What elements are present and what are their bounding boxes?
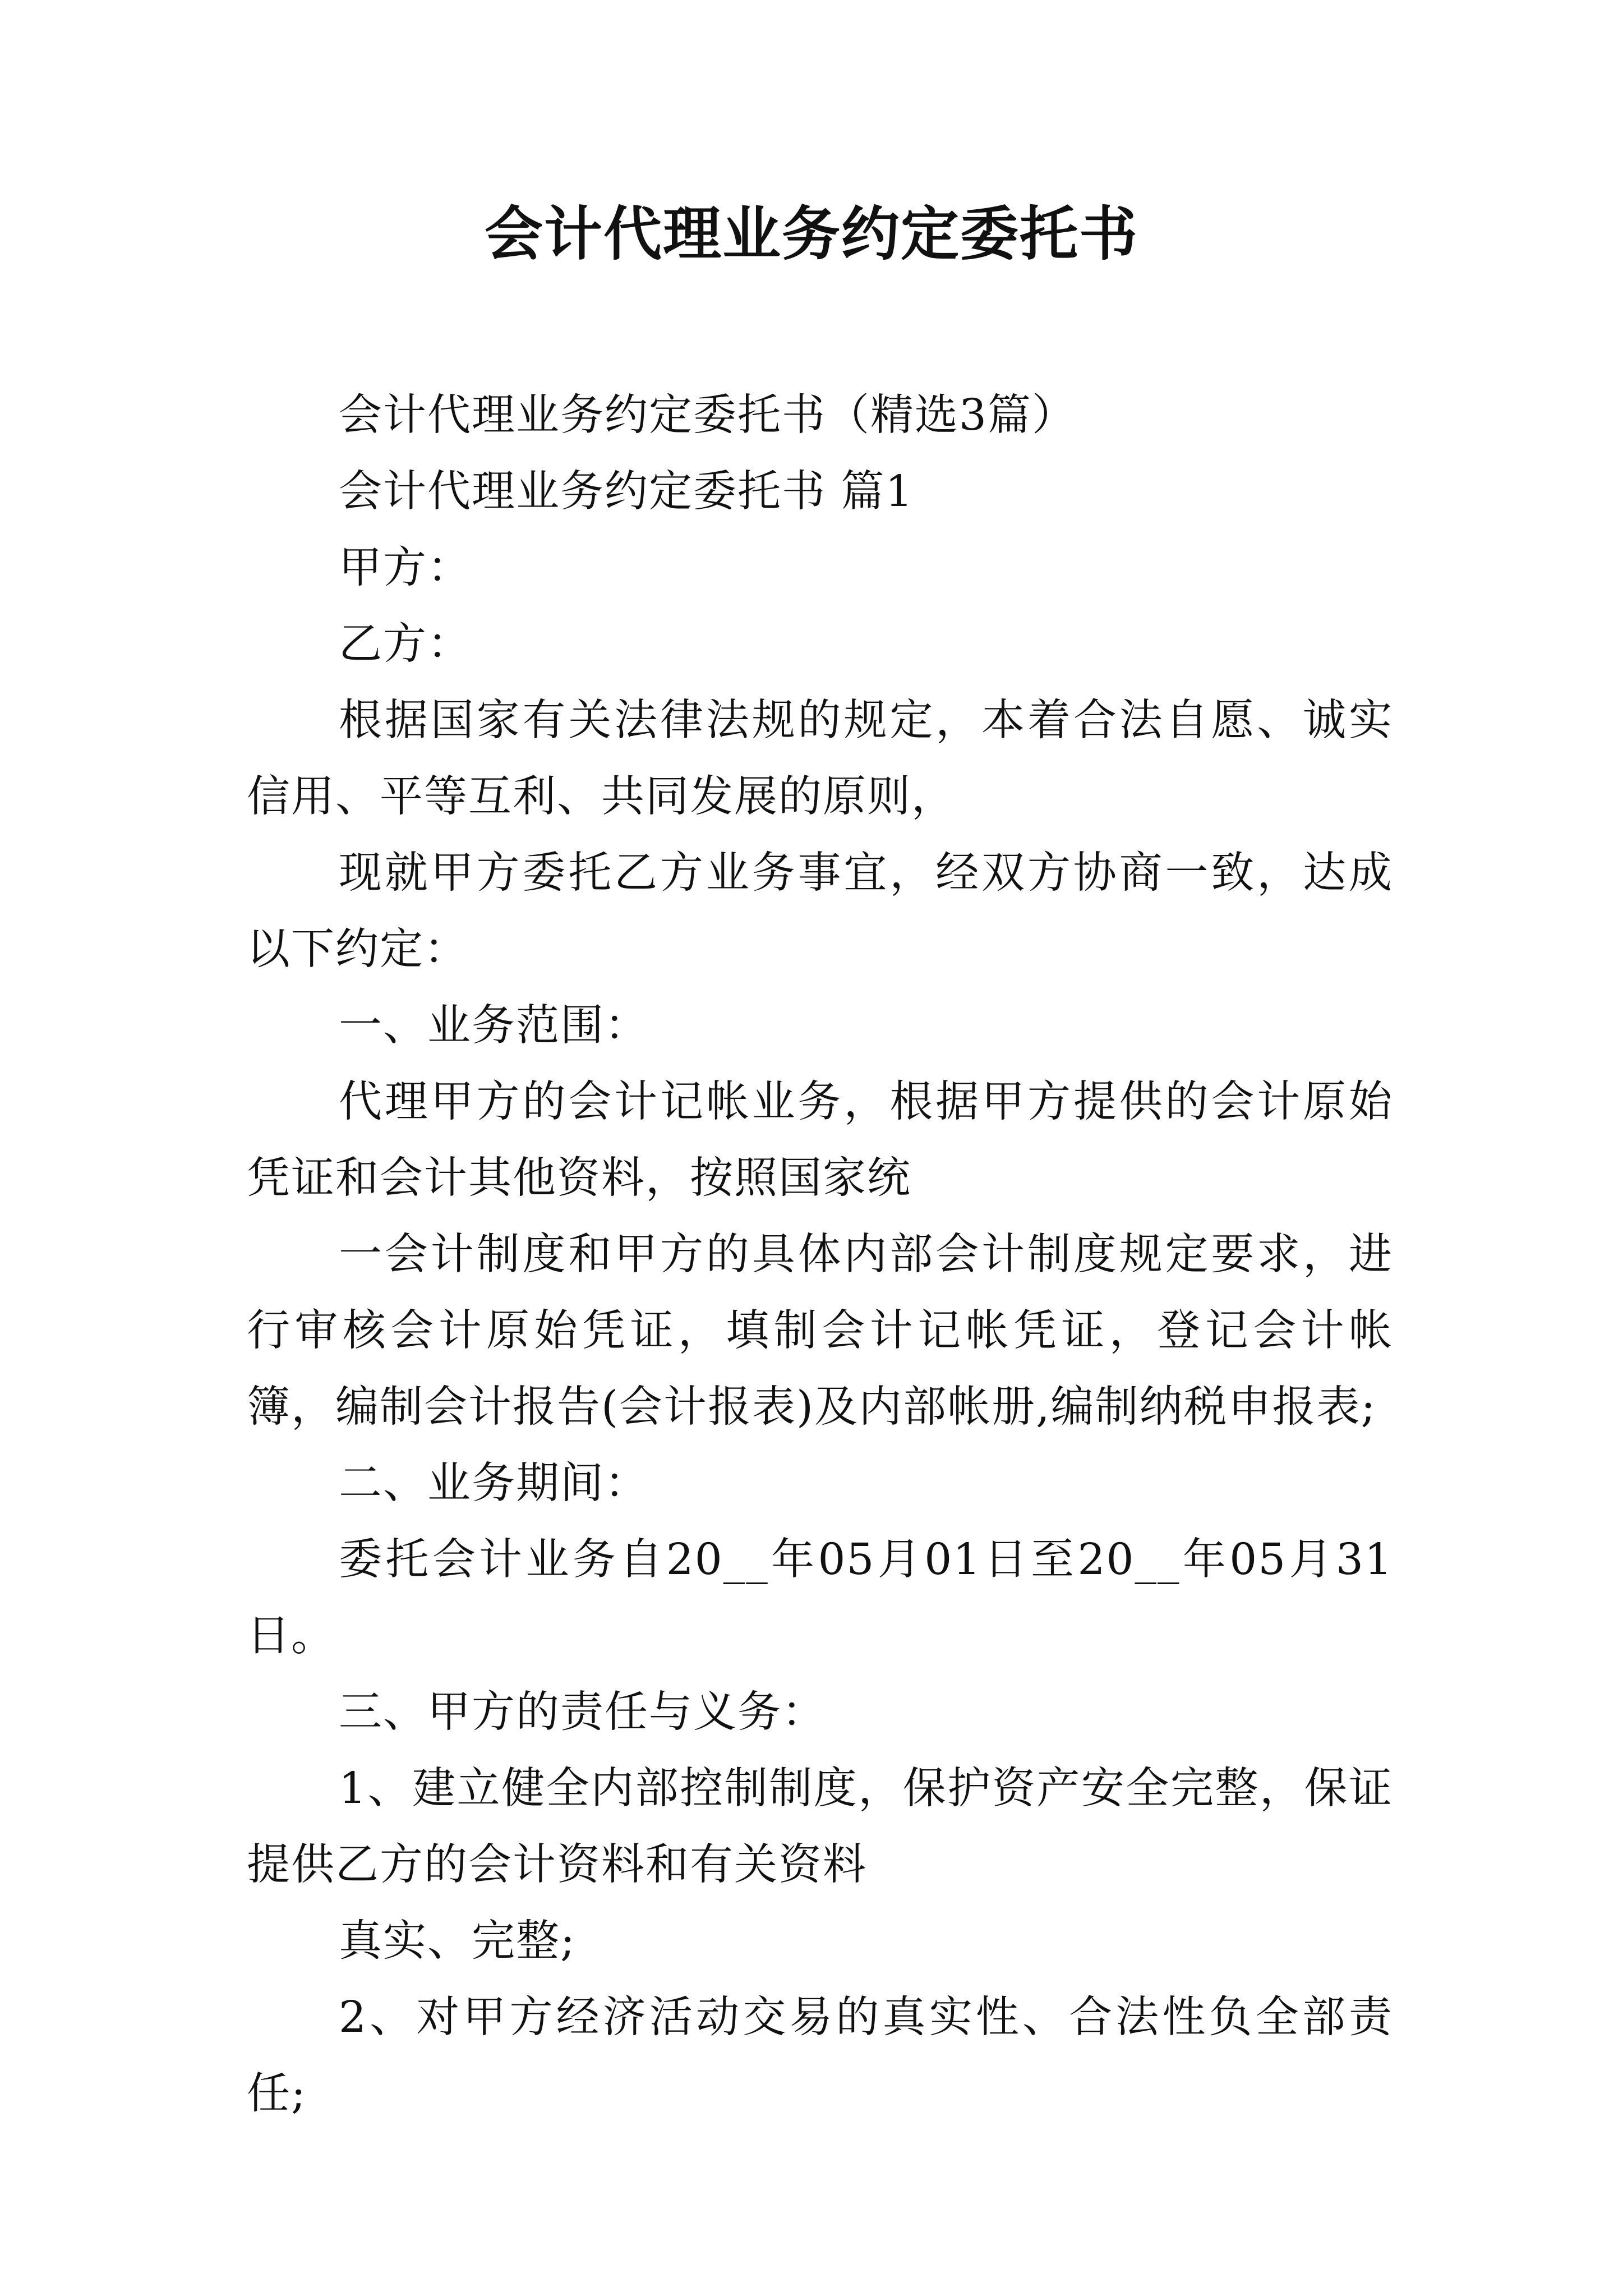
paragraph-subtitle: 会计代理业务约定委托书（精选3篇） bbox=[339, 390, 1076, 440]
paragraph-agreement: 现就甲方委托乙方业务事宜，经双方协商一致，达成以下约定： bbox=[247, 848, 1393, 974]
paragraph-scope-text-2: 一会计制度和甲方的具体内部会计制度规定要求，进行审核会计原始凭证，填制会计记帐凭证，登记会计帐簿，编制会计报告(会计报表)及内部帐册,编制纳税申报表; bbox=[247, 1230, 1393, 1432]
paragraph-period-text: 委托会计业务自20__年05月01日至20__年05月31日。 bbox=[247, 1535, 1393, 1661]
paragraph-scope-text-1: 代理甲方的会计记帐业务，根据甲方提供的会计原始凭证和会计其他资料，按照国家统 bbox=[247, 1077, 1393, 1203]
paragraph-duty-2: 2、对甲方经济活动交易的真实性、合法性负全部责任; bbox=[247, 1993, 1393, 2119]
paragraph-section-heading: 会计代理业务约定委托书 篇1 bbox=[339, 467, 914, 517]
paragraph-duty-1-cont: 真实、完整; bbox=[339, 1916, 576, 1966]
paragraph-principles: 根据国家有关法律法规的规定，本着合法自愿、诚实信用、平等互利、共同发展的原则， bbox=[247, 696, 1393, 822]
document-body bbox=[247, 378, 1393, 2132]
paragraph-period-heading: 二、业务期间： bbox=[339, 1458, 649, 1508]
paragraph-party-a: 甲方： bbox=[339, 543, 472, 593]
paragraph-duty-1: 1、建立健全内部控制制度，保护资产安全完整，保证提供乙方的会计资料和有关资料 bbox=[247, 1764, 1393, 1890]
document-title: 会计代理业务约定委托书 bbox=[484, 199, 1138, 268]
paragraph-duties-heading: 三、甲方的责任与义务： bbox=[339, 1687, 826, 1737]
paragraph-scope-heading: 一、业务范围： bbox=[339, 1001, 649, 1051]
paragraph-party-b: 乙方： bbox=[339, 619, 472, 669]
